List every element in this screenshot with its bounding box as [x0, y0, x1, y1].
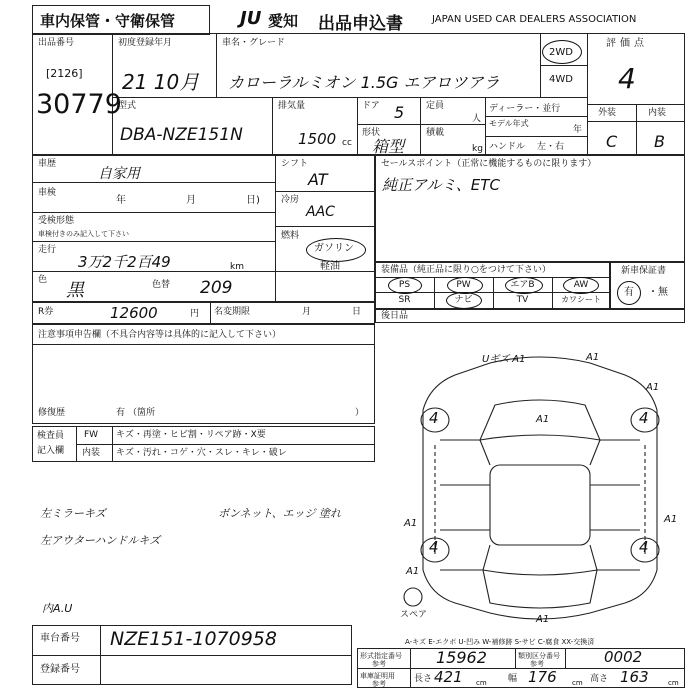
model-label: 型式 — [118, 101, 137, 111]
interior-row-label: 内装 — [82, 448, 101, 458]
model-value: DBA-NZE151N — [120, 125, 243, 145]
load-label: 積載 — [426, 128, 445, 138]
equip-sr: SR — [398, 295, 411, 305]
drive-2wd-circle — [542, 40, 582, 64]
color-change-label: 色替 — [152, 280, 171, 290]
exterior-defects-row: キズ・再塗・ヒビ割・リペア跡・X要 — [116, 430, 266, 440]
entry-field-label: 記入欄 — [37, 446, 65, 456]
tire-mark-rear-right: 4 — [639, 538, 649, 556]
r-ticket-value: 12600 — [110, 304, 158, 322]
dealer-label: ディーラー・並行 — [489, 104, 561, 114]
fuel-gasoline: ガソリン — [314, 243, 354, 254]
tire-mark-rear-left: 4 — [429, 538, 439, 556]
width-unit: cm — [572, 679, 583, 687]
class-ref: 参考 — [530, 660, 544, 668]
equip-ps: PS — [398, 280, 411, 290]
width-value: 176 — [528, 668, 557, 686]
name-grade-value: カローラルミオン 1.5G エアロツアラ — [228, 73, 500, 92]
remark-line-2: 左アウターハンドルキズ — [40, 534, 161, 547]
interior-label: 内装 — [648, 108, 667, 118]
transfer-day: 日 — [352, 307, 362, 317]
spare-label: スペア — [400, 610, 428, 620]
lot-bracket: [2126] — [46, 67, 83, 80]
inspection-label: 車検 — [38, 188, 57, 198]
equip-tv: TV — [516, 295, 529, 305]
designation-value: 15962 — [436, 648, 487, 667]
shape-label: 形状 — [362, 128, 381, 138]
damage-mark-8: A1 — [536, 614, 550, 625]
brand-name: 愛知 — [268, 12, 299, 30]
capacity-unit: 人 — [472, 114, 482, 124]
damage-mark-5: A1 — [404, 518, 418, 529]
warranty-label: 新車保証書 — [621, 266, 667, 276]
repair-label: 修復歴 — [38, 408, 66, 418]
width-label: 幅 — [508, 674, 518, 684]
ac-label: 冷房 — [281, 195, 300, 205]
repair-close: ） — [355, 408, 365, 418]
first-reg-value: 21 10月 — [122, 70, 200, 94]
form-title: 出品申込書 — [318, 14, 403, 34]
equip-aw-circle — [563, 277, 599, 294]
repair-place: （箇所 — [128, 408, 156, 418]
chassis-value: NZE151-1070958 — [110, 628, 277, 650]
name-grade-label: 車名・グレード — [222, 38, 286, 48]
transfer-month: 月 — [302, 307, 312, 317]
sales-point-box — [375, 155, 685, 262]
sticker-label: 後日品 — [381, 311, 409, 321]
ju-logo: JU — [240, 8, 262, 29]
r-ticket-row — [32, 302, 375, 324]
equip-navi-circle — [446, 292, 482, 309]
height-unit: cm — [668, 679, 679, 687]
damage-mark-3: A1 — [646, 382, 660, 393]
inspector-label: 検査員 — [37, 431, 65, 441]
registration-label: 登録番号 — [40, 664, 80, 675]
mileage-label: 走行 — [38, 245, 57, 255]
ac-value: AAC — [306, 204, 335, 220]
first-reg-label: 初度登録年月 — [118, 38, 173, 48]
class-label: 類別区分番号 — [518, 652, 560, 660]
equipment-label: 装備品（純正品に限り○をつけて下さい） — [381, 265, 551, 275]
exterior-label: 外装 — [598, 108, 617, 118]
damage-mark-4: A1 — [536, 414, 550, 425]
color-code: 209 — [200, 278, 233, 298]
capacity-label: 定員 — [426, 101, 445, 111]
equip-pw: PW — [456, 280, 471, 290]
color-label: 色 — [38, 275, 48, 285]
warranty-yes-circle — [617, 281, 641, 305]
inspection-month: 月 — [186, 195, 196, 206]
shape-value: 箱型 — [372, 137, 405, 156]
equip-aw: AW — [573, 280, 589, 290]
height-label: 高さ — [590, 674, 609, 684]
model-year-label: モデル年式 — [489, 119, 529, 128]
length-label: 長さ — [414, 674, 433, 684]
doors-label: ドア — [362, 101, 380, 111]
length-unit: cm — [476, 679, 487, 687]
color-value: 黒 — [66, 280, 84, 301]
r-ticket-label: R券 — [38, 307, 54, 317]
mileage-value: 3万2千2百49 — [78, 253, 171, 271]
handle-options: 左・右 — [537, 142, 565, 152]
mileage-unit: km — [230, 262, 244, 272]
remark-line-3: 内A.U — [42, 602, 73, 615]
shift-value: AT — [308, 170, 328, 189]
receipt-note: 車検付きのみ記入して下さい — [38, 230, 129, 238]
interior-defects-row: キズ・汚れ・コゲ・穴・スレ・キレ・破レ — [116, 448, 287, 458]
score-value: 4 — [618, 62, 636, 95]
cert-label: 車庫証明用 — [360, 672, 395, 680]
class-value: 0002 — [604, 648, 643, 666]
remark-line-1b: ボンネット、エッジ 塗れ — [218, 507, 341, 520]
exterior-value: C — [606, 132, 618, 151]
height-value: 163 — [620, 668, 649, 686]
damage-mark-7: A1 — [406, 566, 420, 577]
equip-navi: ナビ — [454, 295, 473, 305]
lot-number: 30779 — [36, 89, 122, 120]
fuel-diesel: 軽油 — [320, 261, 340, 272]
storage-title: 車内保管・守衛保管 — [40, 12, 176, 30]
designation-label: 形式指定番号 — [360, 652, 402, 660]
equip-airbag: エアB — [510, 280, 535, 290]
sticker-box — [375, 309, 685, 323]
sales-point-value: 純正アルミ、ETC — [382, 176, 500, 194]
chassis-label: 車台番号 — [40, 633, 80, 644]
equip-leather-seat: カワシート — [561, 295, 601, 304]
equip-airbag-circle — [505, 277, 543, 294]
cert-ref: 参考 — [372, 680, 386, 688]
fuel-label: 燃料 — [281, 231, 300, 241]
score-label: 評価点 — [606, 38, 648, 49]
fuel-gasoline-circle — [306, 238, 366, 262]
damage-legend: A-キズ E-エクボ U-凹み W-補修跡 S-サビ C-腐食 XX-交換済 — [405, 638, 595, 646]
year-unit: 年 — [573, 125, 583, 135]
interior-value: B — [654, 132, 665, 151]
inspection-year: 年 — [116, 195, 126, 206]
damage-mark-6: A1 — [664, 514, 678, 525]
association-name: JAPAN USED CAR DEALERS ASSOCIATION — [432, 14, 637, 25]
warranty-yes: 有 — [624, 287, 634, 298]
history-value: 自家用 — [98, 166, 140, 182]
displacement-value: 1500 — [298, 130, 337, 148]
r-ticket-unit: 円 — [190, 309, 200, 319]
repair-value: 有 — [116, 408, 126, 418]
load-unit: kg — [472, 144, 483, 154]
designation-ref: 参考 — [372, 660, 386, 668]
displacement-label: 排気量 — [278, 101, 306, 111]
receipt-label: 受検形態 — [38, 216, 75, 226]
drive-2wd: 2WD — [549, 47, 573, 58]
remark-line-1: 左ミラーキズ — [40, 507, 106, 520]
history-label: 車歴 — [38, 159, 57, 169]
shift-label: シフト — [281, 159, 309, 169]
fw-label: FW — [84, 430, 99, 440]
lot-number-label: 出品番号 — [38, 38, 75, 48]
notes-label: 注意事項申告欄（不具合内容等は具体的に記入して下さい） — [38, 330, 282, 340]
transfer-label: 名変期限 — [214, 307, 251, 317]
displacement-unit: cc — [342, 138, 352, 148]
damage-mark-1: Uギズ A1 — [482, 354, 526, 365]
length-value: 421 — [434, 668, 463, 686]
sales-point-label: セールスポイント（正常に機能するものに限ります） — [381, 159, 597, 169]
tire-mark-front-left: 4 — [429, 409, 439, 427]
damage-mark-2: A1 — [586, 352, 600, 363]
tire-mark-front-right: 4 — [639, 409, 649, 427]
warranty-no: ・無 — [648, 287, 668, 298]
equip-ps-circle — [388, 277, 422, 294]
drive-4wd: 4WD — [549, 74, 573, 85]
handle-label: ハンドル — [489, 142, 526, 152]
doors-value: 5 — [394, 103, 405, 122]
inspection-day: 日) — [246, 195, 260, 206]
car-damage-diagram — [395, 345, 685, 635]
